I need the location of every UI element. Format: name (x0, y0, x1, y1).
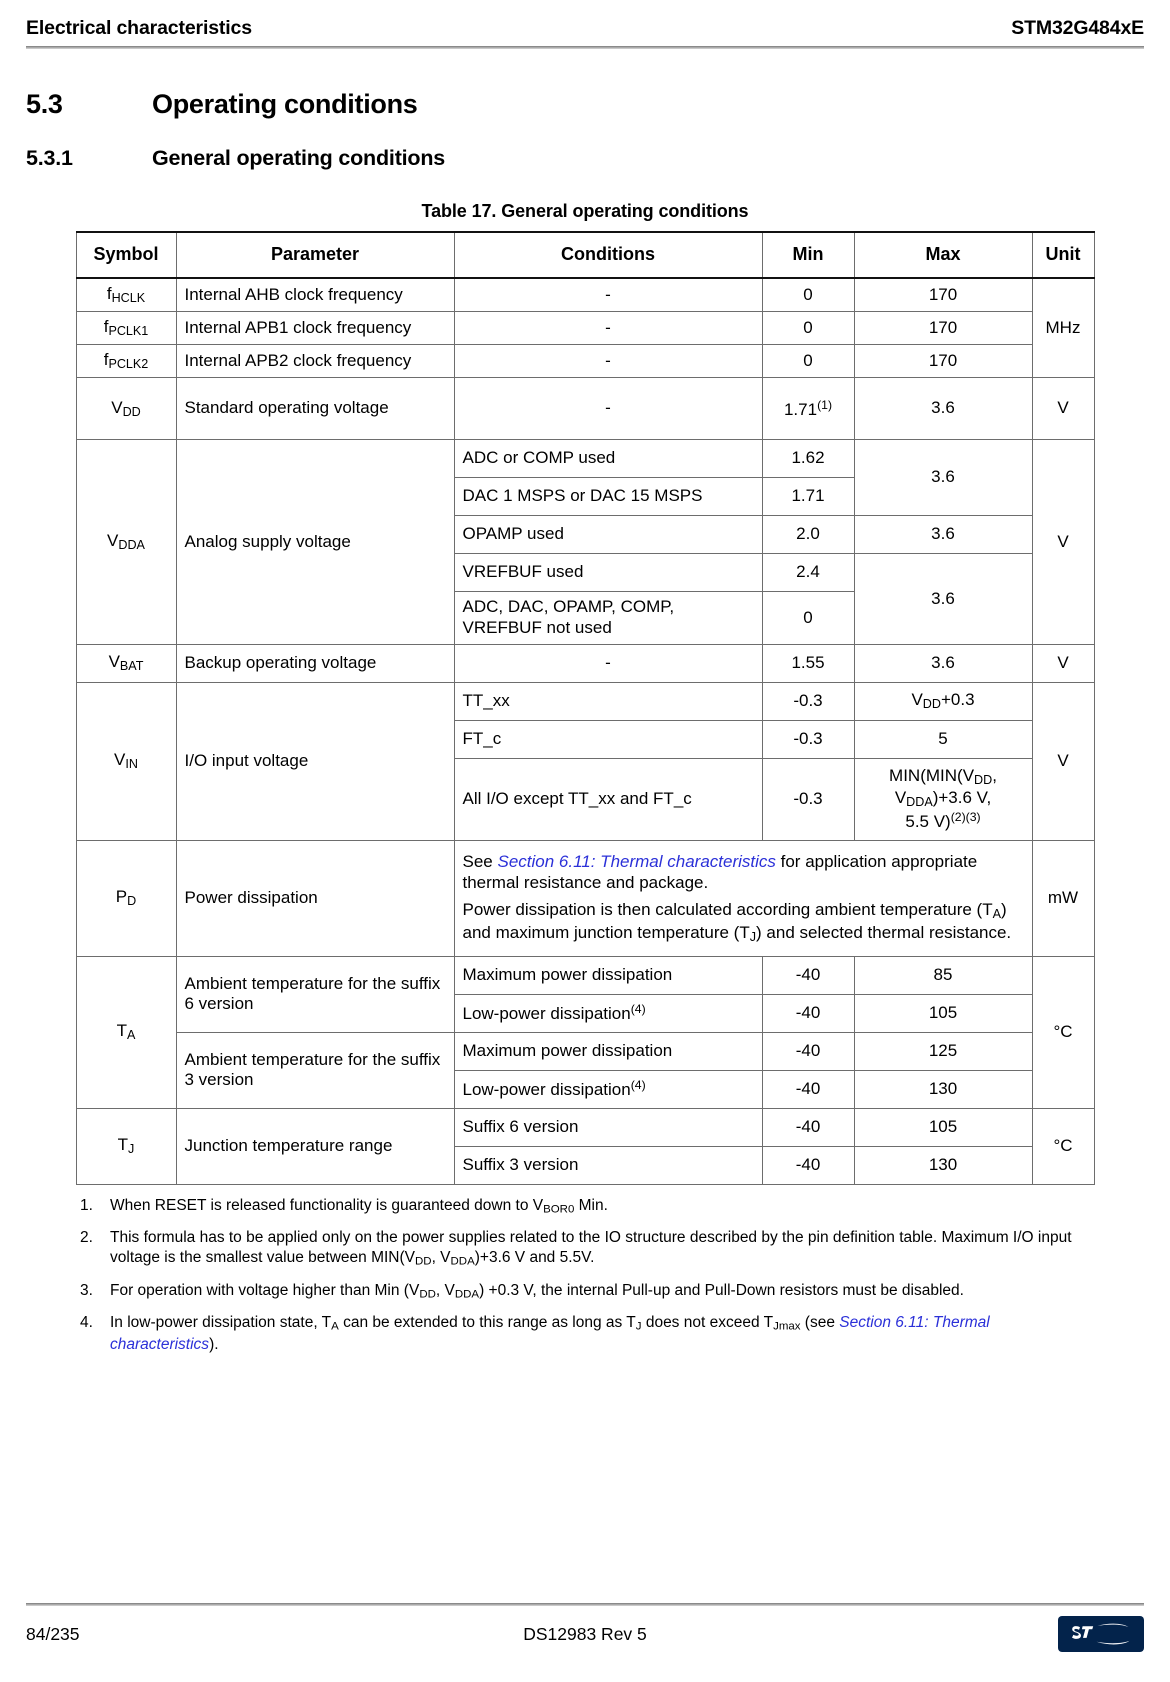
footnote-1-text: When RESET is released functionality is guaranteed down to $V_{BOR0}$ Min. (110, 1196, 608, 1216)
table-row (76, 682, 1094, 720)
symbol-vin: $V_{IN}$ (76, 682, 176, 840)
running-head-right: STM32G484xE (1011, 17, 1144, 39)
header-divider (26, 46, 1144, 49)
unit-vbat: V (1032, 644, 1094, 682)
footnote-4-number: 4. (80, 1314, 93, 1332)
conditions-vdda-adc-comp: ADC or COMP used (454, 440, 762, 478)
max-ta-max-3: 125 (854, 1032, 1032, 1070)
running-head (26, 0, 1144, 40)
min-vdda-vrefbuf: 2.4 (762, 554, 854, 592)
table-row (76, 440, 1094, 478)
page-number: 84/235 (26, 1623, 80, 1644)
conditions-ta-max-6: Maximum power dissipation (454, 956, 762, 994)
column-header-min: Min (762, 232, 854, 278)
general-operating-conditions-table (76, 231, 1095, 1185)
max-vdda-group3: 3.6 (854, 554, 1032, 644)
min-vdda-dac: 1.71 (762, 478, 854, 516)
column-header-parameter: Parameter (176, 232, 454, 278)
min-ta-max-3: -40 (762, 1032, 854, 1070)
max-vin-ttxx: $V_{DD}+0.3$ (854, 682, 1032, 720)
max-vin-ftc: 5 (854, 720, 1032, 758)
conditions-ta-low-3: Low-power dissipation$^{(4)}$ (454, 1070, 762, 1108)
footnote-3-number: 3. (80, 1281, 93, 1299)
footnote-3-text: For operation with voltage higher than Min ($V_{DD}$, $V_{DDA}) +0.3$ V, the internal Pull-up and Pull-Down resistors must be disabled. (110, 1281, 964, 1301)
column-header-symbol: Symbol (76, 232, 176, 278)
table-row (76, 345, 1094, 378)
running-head-left: Electrical characteristics (26, 17, 252, 39)
table-row (76, 1108, 1094, 1146)
parameter-pd: Power dissipation (176, 840, 454, 956)
column-header-unit: Unit (1032, 232, 1094, 278)
min-ta-max-6: -40 (762, 956, 854, 994)
section-number: 5.3 (26, 89, 63, 119)
parameter-ta-suffix3: Ambient temperature for the suffix 3 version (176, 1032, 454, 1108)
max-ta-max-6: 85 (854, 956, 1032, 994)
min-vdda-none: 0 (762, 592, 854, 644)
table-row (76, 840, 1094, 956)
max-vdd: 3.6 (854, 378, 1032, 440)
min-vdda-opamp: 2.0 (762, 516, 854, 554)
max-fpclk1: 170 (854, 312, 1032, 345)
parameter-tj: Junction temperature range (176, 1108, 454, 1184)
min-ta-low-3: -40 (762, 1070, 854, 1108)
conditions-fpclk1: - (454, 312, 762, 345)
min-vin-ttxx: -0.3 (762, 682, 854, 720)
thermal-characteristics-link[interactable]: Section 6.11: Thermal characteristics (497, 851, 776, 871)
min-vin-all-io: -0.3 (762, 758, 854, 840)
unit-clock: MHz (1032, 278, 1094, 378)
conditions-fhclk: - (454, 278, 762, 312)
conditions-tj-suffix6: Suffix 6 version (454, 1108, 762, 1146)
min-vbat: 1.55 (762, 644, 854, 682)
section-heading (26, 89, 1144, 120)
conditions-fpclk2: - (454, 345, 762, 378)
column-header-conditions: Conditions (454, 232, 762, 278)
max-ta-low-3: 130 (854, 1070, 1032, 1108)
footnote-3 (76, 1281, 1094, 1302)
min-ta-low-6: -40 (762, 994, 854, 1032)
footnote-1 (76, 1196, 1094, 1217)
footnote-4-thermal-link[interactable]: Section 6.11: Thermal characteristics (110, 1314, 990, 1353)
table-row (76, 956, 1094, 994)
symbol-fpclk2: $f_{PCLK2}$ (76, 345, 176, 378)
footnote-1-number: 1. (80, 1196, 93, 1214)
parameter-fpclk1: Internal APB1 clock frequency (176, 312, 454, 345)
footnote-4 (76, 1313, 1094, 1355)
table-header-row (76, 232, 1094, 278)
max-vdda-group1: 3.6 (854, 440, 1032, 516)
conditions-pd (454, 840, 1032, 956)
footnote-2-number: 2. (80, 1229, 93, 1247)
parameter-vin: I/O input voltage (176, 682, 454, 840)
st-logo (944, 1616, 1144, 1652)
conditions-vdda-dac: DAC 1 MSPS or DAC 15 MSPS (454, 478, 762, 516)
footnote-4-text: In low-power dissipation state, $T_A$ can be extended to this range as long as $T_J$ does not exceed $T_{Jmax}$ (see Section 6.11: Thermal characteristics). (110, 1314, 990, 1353)
unit-vdda: V (1032, 440, 1094, 644)
document-id: DS12983 Rev 5 (523, 1623, 647, 1644)
parameter-vbat: Backup operating voltage (176, 644, 454, 682)
parameter-fpclk2: Internal APB2 clock frequency (176, 345, 454, 378)
symbol-vdd: $V_{DD}$ (76, 378, 176, 440)
min-vin-ftc: -0.3 (762, 720, 854, 758)
unit-ta: °C (1032, 956, 1094, 1108)
table-row (76, 278, 1094, 312)
parameter-vdda: Analog supply voltage (176, 440, 454, 644)
footnote-2-text: This formula has to be applied only on the power supplies related to the IO structure described by the pin definition table. Maximum I/O input voltage is the smallest value between $MIN(V_{DD}$, $V_{DDA})+3.6$ V and 5.5V. (110, 1229, 1072, 1268)
symbol-vdda: $V_{DDA}$ (76, 440, 176, 644)
max-vbat: 3.6 (854, 644, 1032, 682)
max-fpclk2: 170 (854, 345, 1032, 378)
table-row (76, 312, 1094, 345)
min-vdd: 1.71$^{(1)}$ (762, 378, 854, 440)
max-ta-low-6: 105 (854, 994, 1032, 1032)
st-logo-mark (1058, 1616, 1144, 1652)
pd-paragraph-2: Power dissipation is then calculated according ambient temperature $(T_A)$ and maximum junction temperature $(T_J)$ and selected thermal resistance. (462, 900, 1012, 944)
symbol-ta: $T_A$ (76, 956, 176, 1108)
symbol-tj: $T_J$ (76, 1108, 176, 1184)
unit-tj: °C (1032, 1108, 1094, 1184)
conditions-vin-ftc: FT_c (454, 720, 762, 758)
footer-divider (26, 1603, 1144, 1606)
symbol-fpclk1: $f_{PCLK1}$ (76, 312, 176, 345)
unit-vdd: V (1032, 378, 1094, 440)
conditions-vdd: - (454, 378, 762, 440)
max-tj-suffix3: 130 (854, 1146, 1032, 1184)
column-header-max: Max (854, 232, 1032, 278)
table-caption: Table 17. General operating conditions (421, 201, 749, 221)
conditions-vin-ttxx: TT_xx (454, 682, 762, 720)
conditions-vdda-opamp: OPAMP used (454, 516, 762, 554)
conditions-vdda-none: ADC, DAC, OPAMP, COMP, VREFBUF not used (454, 592, 762, 644)
section-title: Operating conditions (152, 89, 418, 119)
conditions-vin-all-io: All I/O except TT_xx and FT_c (454, 758, 762, 840)
unit-vin: V (1032, 682, 1094, 840)
parameter-ta-suffix6: Ambient temperature for the suffix 6 version (176, 956, 454, 1032)
conditions-ta-max-3: Maximum power dissipation (454, 1032, 762, 1070)
table-row (76, 378, 1094, 440)
parameter-vdd: Standard operating voltage (176, 378, 454, 440)
subsection-heading (26, 146, 1144, 171)
min-fpclk2: 0 (762, 345, 854, 378)
footnote-2 (76, 1228, 1094, 1270)
min-fpclk1: 0 (762, 312, 854, 345)
symbol-vbat: $V_{BAT}$ (76, 644, 176, 682)
symbol-fhclk: $f_{HCLK}$ (76, 278, 176, 312)
symbol-pd: $P_D$ (76, 840, 176, 956)
table-row (76, 644, 1094, 682)
conditions-vdda-vrefbuf: VREFBUF used (454, 554, 762, 592)
max-vin-all-io-formula: $MIN(MIN(V_{DD}$, $V_{DDA})+3.6$ V, 5.5 V)$^{(2)(3)}$ (854, 758, 1032, 840)
parameter-fhclk: Internal AHB clock frequency (176, 278, 454, 312)
min-tj-suffix6: -40 (762, 1108, 854, 1146)
max-vdda-opamp: 3.6 (854, 516, 1032, 554)
conditions-ta-low-6: Low-power dissipation$^{(4)}$ (454, 994, 762, 1032)
conditions-vbat: - (454, 644, 762, 682)
page-footer (26, 1603, 1144, 1654)
min-vdda-adc-comp: 1.62 (762, 440, 854, 478)
pd-paragraph-1: See Section 6.11: Thermal characteristics for application appropriate thermal resistance and package. (462, 851, 978, 892)
subsection-title: General operating conditions (152, 146, 446, 170)
max-tj-suffix6: 105 (854, 1108, 1032, 1146)
table-row (76, 1032, 1094, 1070)
conditions-tj-suffix3: Suffix 3 version (454, 1146, 762, 1184)
unit-pd: mW (1032, 840, 1094, 956)
min-fhclk: 0 (762, 278, 854, 312)
table-footnotes (76, 1196, 1094, 1355)
subsection-number: 5.3.1 (26, 146, 73, 170)
min-tj-suffix3: -40 (762, 1146, 854, 1184)
max-fhclk: 170 (854, 278, 1032, 312)
